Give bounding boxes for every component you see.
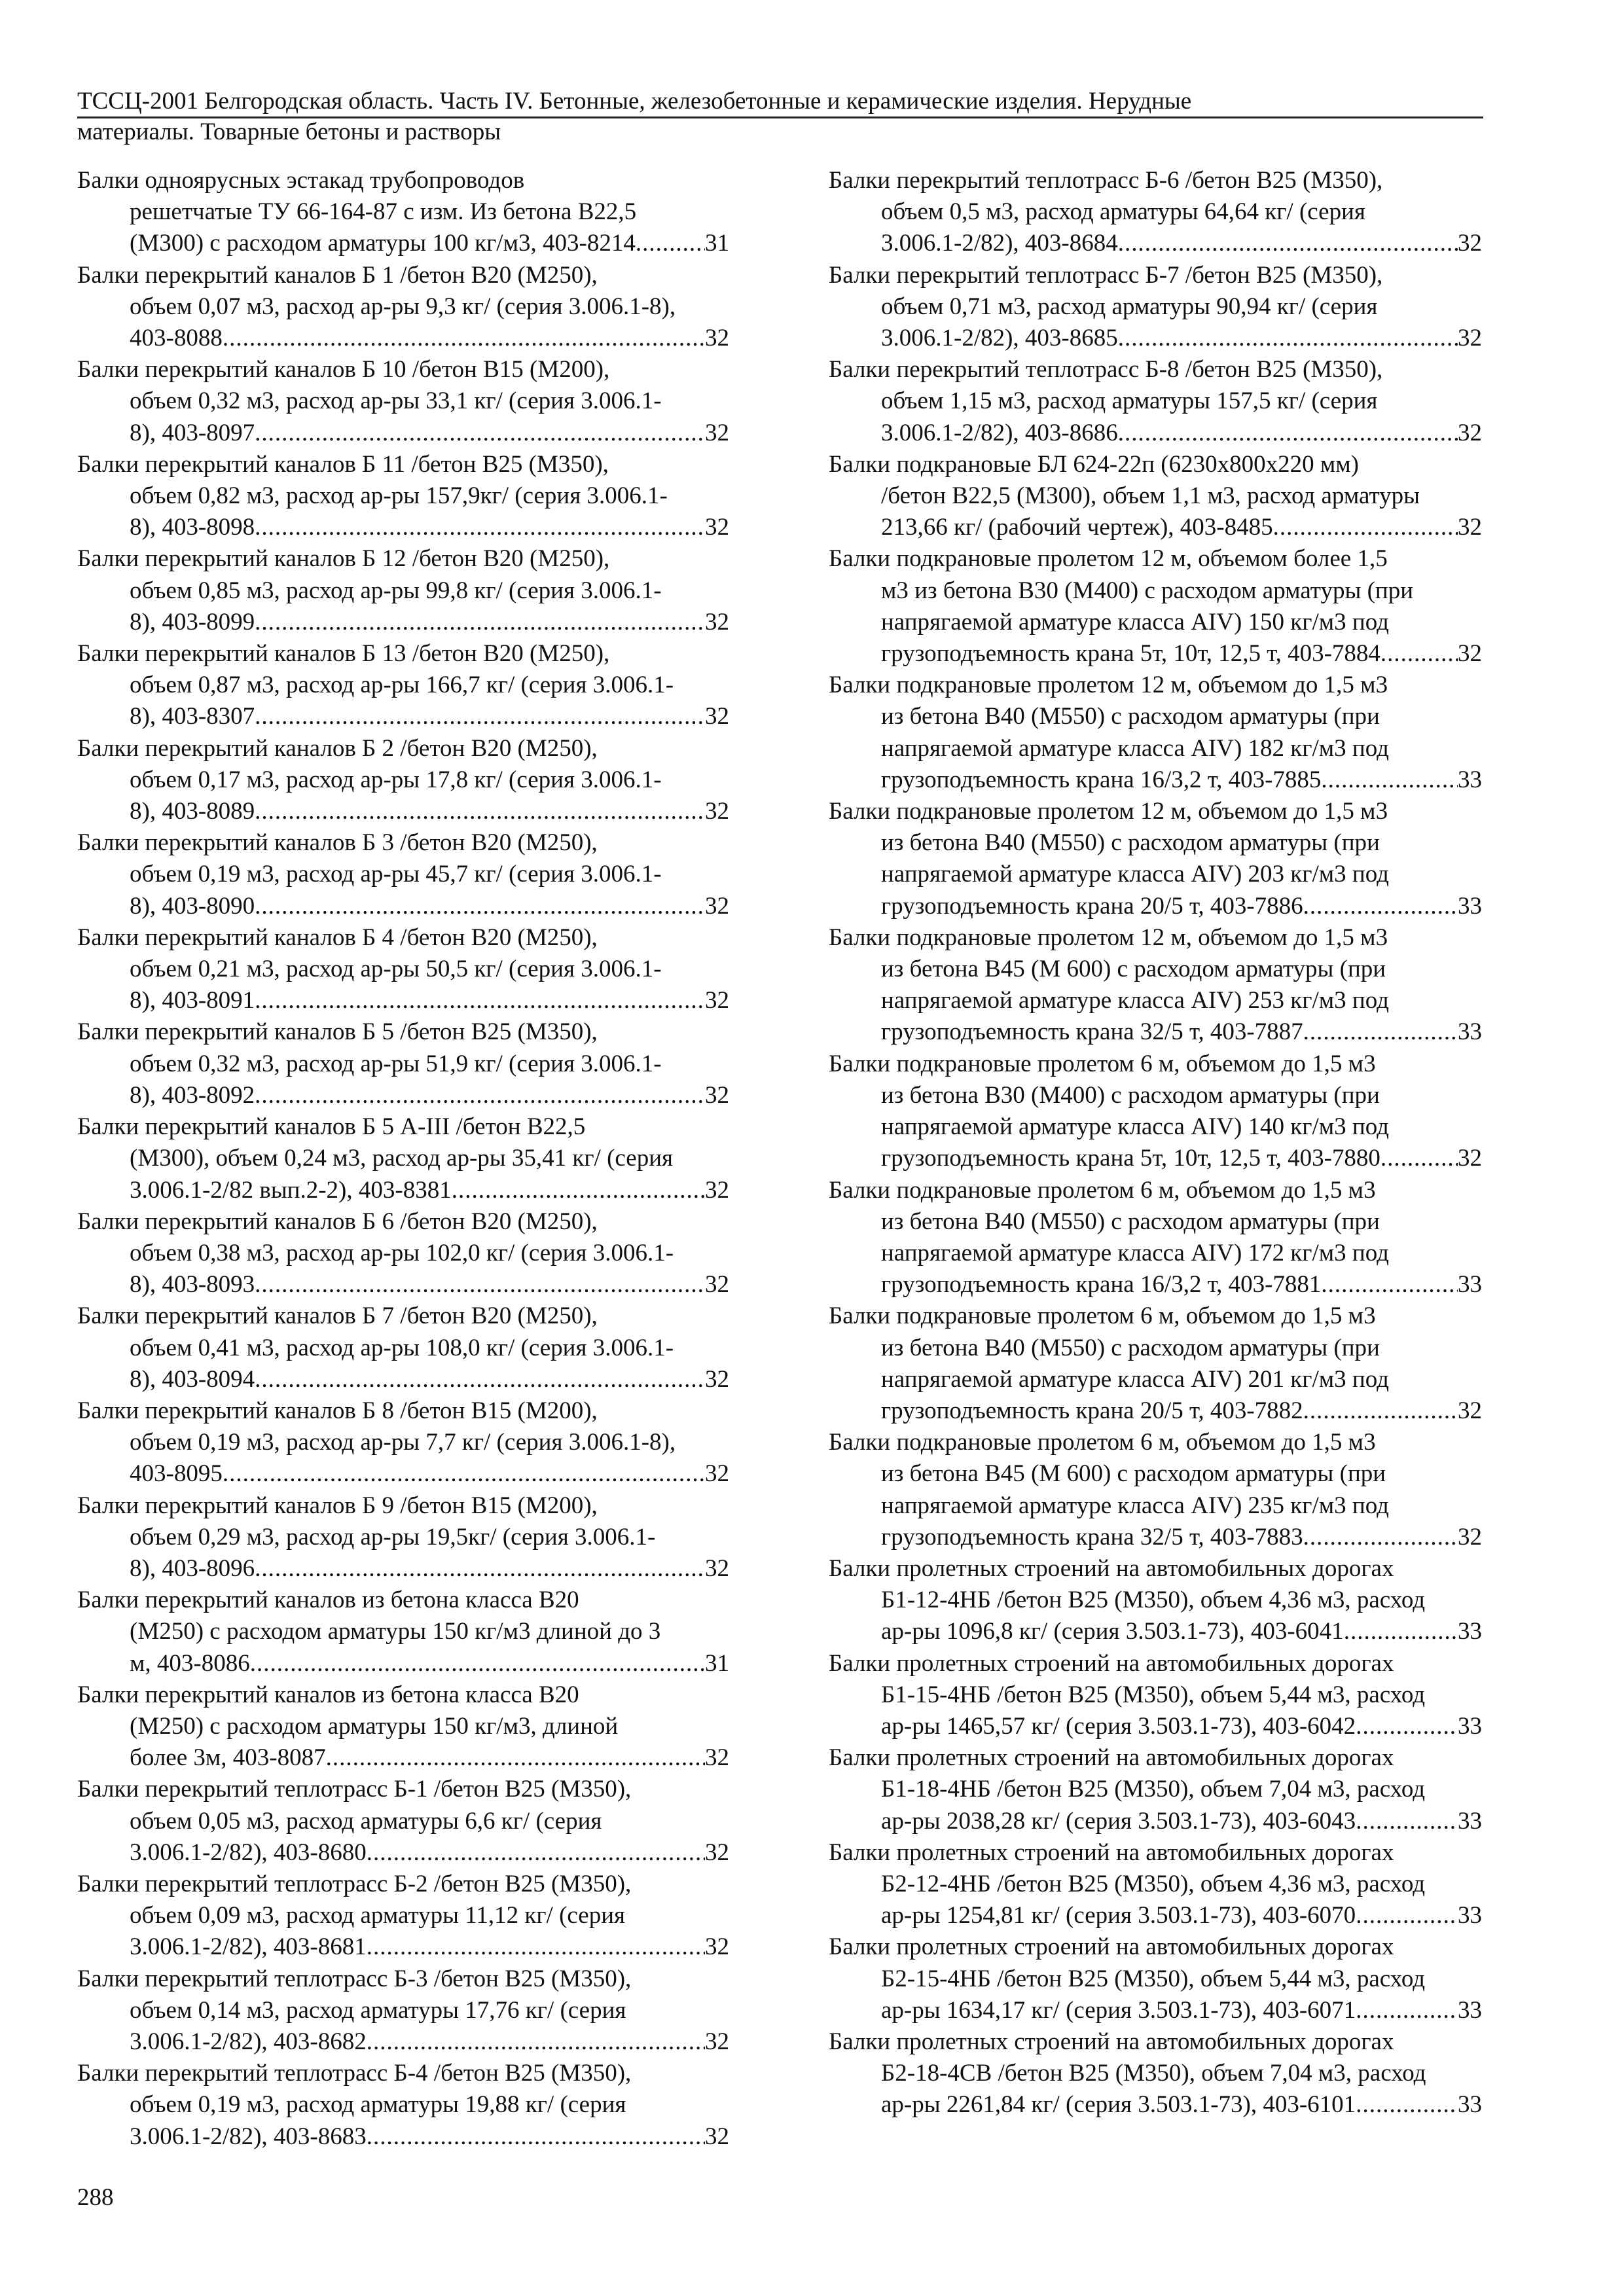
index-entry-line: Балки пролетных строений на автомобильных дорогах [829, 1933, 1394, 1961]
index-entry-line: Б2-15-4НБ /бетон В25 (М350), объем 5,44 м3, расход [881, 1965, 1426, 1992]
dot-leader [1118, 228, 1458, 259]
index-entry-line: 8), 403-8092 [130, 1081, 255, 1109]
index-entry-page: 32 [705, 1744, 729, 1772]
index-entry-line: 3.006.1-2/82), 403-8683 [130, 2123, 367, 2150]
index-entry [77, 922, 729, 1017]
dot-leader [255, 1553, 705, 1585]
dot-leader [255, 1364, 705, 1395]
index-entry-line: Балки подкрановые пролетом 12 м, объемом более 1,5 [829, 545, 1388, 573]
index-entry-line: ар-ры 1254,81 кг/ (серия 3.503.1-73), 403-6070 [881, 1902, 1356, 1929]
index-entry-page: 32 [1458, 1397, 1482, 1424]
index-entry-line: объем 0,32 м3, расход ар-ры 33,1 кг/ (серия 3.006.1- [130, 387, 662, 415]
index-entry [829, 922, 1482, 1049]
index-entry-page: 32 [1458, 514, 1482, 541]
index-entry-line: из бетона В40 (М550) с расходом арматуры (при [881, 829, 1380, 857]
index-entry-page: 33 [1458, 766, 1482, 793]
dot-leader [367, 2121, 705, 2153]
index-entry-page: 32 [705, 608, 729, 636]
index-entry [829, 165, 1482, 260]
index-entry-line: Балки перекрытий каналов Б 13 /бетон В20 (М250), [77, 640, 610, 668]
dot-leader [223, 1458, 705, 1490]
index-entry-line: 3.006.1-2/82), 403-8682 [130, 2028, 367, 2055]
index-entry-line: Б2-18-4СВ /бетон В25 (М350), объем 7,04 м3, расход [881, 2060, 1426, 2087]
index-entry-page: 32 [705, 1271, 729, 1299]
index-entry-line: из бетона В45 (М 600) с расходом арматуры (при [881, 956, 1386, 983]
index-entry-page: 32 [1458, 419, 1482, 446]
index-entry [829, 1049, 1482, 1175]
index-entry-line: объем 0,82 м3, расход ар-ры 157,9кг/ (серия 3.006.1- [130, 482, 668, 510]
index-entry [77, 1679, 729, 1774]
index-entry-line: напрягаемой арматуре класса АIV) 172 кг/м3 под [881, 1239, 1389, 1266]
index-entry [77, 733, 729, 828]
index-entry-line: м, 403-8086 [130, 1649, 250, 1677]
index-entry-line: Балки перекрытий каналов Б 4 /бетон В20 (М250), [77, 924, 598, 951]
dot-leader [255, 1080, 705, 1111]
index-entry-line: напрягаемой арматуре класса АIV) 140 кг/м3 под [881, 1113, 1389, 1141]
dot-leader [367, 2026, 705, 2058]
index-entry-page: 32 [705, 1365, 729, 1393]
index-entry-page: 32 [705, 703, 729, 730]
index-entry-line: решетчатые ТУ 66-164-87 с изм. Из бетона В22,5 [130, 198, 637, 226]
index-entry-line: 213,66 кг/ (рабочий чертеж), 403-8485 [881, 514, 1273, 541]
index-entry-line: Балки перекрытий каналов из бетона класса В20 [77, 1681, 579, 1708]
index-entry-line: Балки перекрытий каналов Б 9 /бетон В15 (М200), [77, 1492, 598, 1519]
index-entry-line: из бетона В40 (М550) с расходом арматуры (при [881, 1208, 1380, 1235]
index-entry-line: из бетона В45 (М 600) с расходом арматуры (при [881, 1460, 1386, 1488]
index-entry-line: Балки перекрытий каналов Б 5 /бетон В25 (М350), [77, 1018, 598, 1046]
index-entry-line: 3.006.1-2/82), 403-8680 [130, 1839, 367, 1866]
dot-leader [1356, 1806, 1458, 1837]
dot-leader [255, 796, 705, 827]
index-entry-line: объем 0,07 м3, расход ар-ры 9,3 кг/ (серия 3.006.1-8), [130, 293, 676, 320]
dot-leader [1303, 891, 1458, 922]
index-entry [829, 670, 1482, 796]
index-entry-line: 8), 403-8099 [130, 608, 255, 636]
index-entry [829, 260, 1482, 355]
index-entry-line: Балки перекрытий теплотрасс Б-3 /бетон В25 (М350), [77, 1965, 632, 1992]
dot-leader [1118, 323, 1458, 354]
index-entry-line: объем 0,21 м3, расход ар-ры 50,5 кг/ (серия 3.006.1- [130, 956, 662, 983]
dot-leader [1356, 1995, 1458, 2026]
index-entry-line: объем 0,5 м3, расход арматуры 64,64 кг/ (серия [881, 198, 1365, 226]
index-entry-line: Балки перекрытий каналов Б 11 /бетон В25 (М350), [77, 450, 609, 478]
index-entry-page: 33 [1458, 1807, 1482, 1835]
index-entry-page: 33 [1458, 1712, 1482, 1740]
index-entry-line: Балки перекрытий каналов Б 8 /бетон В15 (М200), [77, 1397, 598, 1424]
dot-leader [367, 1931, 705, 1963]
index-entry-page: 32 [1458, 230, 1482, 257]
dot-leader [1380, 1143, 1458, 1174]
index-entry-line: Балки подкрановые пролетом 6 м, объемом до 1,5 м3 [829, 1176, 1376, 1204]
index-entry-line: ар-ры 1465,57 кг/ (серия 3.503.1-73), 403-6042 [881, 1712, 1356, 1740]
index-entry [77, 1964, 729, 2058]
index-entry-line: Балки перекрытий теплотрасс Б-2 /бетон В25 (М350), [77, 1870, 632, 1897]
dot-leader [326, 1742, 705, 1774]
index-entry-line: ар-ры 1634,17 кг/ (серия 3.503.1-73), 403-6071 [881, 1996, 1356, 2024]
index-entry-line: 8), 403-8097 [130, 419, 255, 446]
index-entry-line: объем 0,71 м3, расход арматуры 90,94 кг/ (серия [881, 293, 1378, 320]
dot-leader [223, 323, 705, 354]
index-entry-line: ар-ры 1096,8 кг/ (серия 3.503.1-73), 403-6041 [881, 1618, 1344, 1645]
index-entry-line: 8), 403-8307 [130, 703, 255, 730]
index-entry-line: 8), 403-8091 [130, 987, 255, 1014]
index-entry-line: объем 0,85 м3, расход ар-ры 99,8 кг/ (серия 3.006.1- [130, 577, 662, 604]
index-entry-line: объем 0,19 м3, расход ар-ры 7,7 кг/ (серия 3.006.1-8), [130, 1429, 676, 1456]
index-entry [77, 1774, 729, 1869]
index-entry-line: объем 0,19 м3, расход арматуры 19,88 кг/ (серия [130, 2091, 626, 2119]
index-entry-page: 33 [1458, 1018, 1482, 1046]
index-entry-page: 33 [1458, 1996, 1482, 2024]
dot-leader [1321, 1269, 1458, 1300]
index-entry-line: Балки одноярусных эстакад трубопроводов [77, 167, 525, 194]
index-entry-line: грузоподъемность крана 32/5 т, 403-7883 [881, 1523, 1303, 1551]
dot-leader [1356, 2089, 1458, 2121]
index-entry-line: 403-8095 [130, 1460, 223, 1488]
index-entry [77, 1869, 729, 1964]
index-entry-line: ар-ры 2261,84 кг/ (серия 3.503.1-73), 403-6101 [881, 2091, 1356, 2119]
index-entry-line: Балки перекрытий каналов Б 3 /бетон В20 (М250), [77, 829, 598, 857]
index-entry [829, 1837, 1482, 1932]
index-entry [77, 1016, 729, 1111]
index-entry-line: 8), 403-8098 [130, 514, 255, 541]
index-entry-line: (М300), объем 0,24 м3, расход ар-ры 35,41 кг/ (серия [130, 1145, 674, 1172]
index-entry-line: объем 0,38 м3, расход ар-ры 102,0 кг/ (серия 3.006.1- [130, 1239, 674, 1266]
index-entry-page: 32 [705, 419, 729, 446]
dot-leader [1273, 512, 1458, 543]
index-entry-line: грузоподъемность крана 16/3,2 т, 403-7885 [881, 766, 1322, 793]
index-entry-line: объем 0,41 м3, расход ар-ры 108,0 кг/ (серия 3.006.1- [130, 1334, 674, 1361]
index-entry-line: из бетона В30 (М400) с расходом арматуры (при [881, 1081, 1380, 1109]
index-entry-line: 8), 403-8090 [130, 892, 255, 920]
index-entry-line: (М250) с расходом арматуры 150 кг/м3, длиной [130, 1712, 619, 1740]
index-entry-page: 32 [705, 2028, 729, 2055]
index-entry-line: 8), 403-8093 [130, 1271, 255, 1299]
index-entry-page: 32 [705, 798, 729, 825]
index-entry-line: Балки перекрытий теплотрасс Б-1 /бетон В25 (М350), [77, 1776, 632, 1803]
index-entry-line: 3.006.1-2/82), 403-8685 [881, 325, 1118, 352]
dot-leader [1118, 418, 1458, 449]
index-entry-line: Балки подкрановые пролетом 6 м, объемом до 1,5 м3 [829, 1050, 1376, 1077]
index-entry [77, 1490, 729, 1585]
index-entry-page: 31 [705, 230, 729, 257]
index-entry-line: Балки перекрытий теплотрасс Б-4 /бетон В25 (М350), [77, 2060, 632, 2087]
index-entry-line: 3.006.1-2/82), 403-8684 [881, 230, 1118, 257]
index-entry [829, 449, 1482, 544]
index-entry-line: объем 0,32 м3, расход ар-ры 51,9 кг/ (серия 3.006.1- [130, 1050, 662, 1077]
index-entry-line: Балки пролетных строений на автомобильных дорогах [829, 2028, 1394, 2055]
index-entry-line: объем 0,09 м3, расход арматуры 11,12 кг/ (серия [130, 1902, 626, 1929]
index-entry [77, 165, 729, 260]
index-entry [829, 1648, 1482, 1743]
dot-leader [452, 1175, 705, 1206]
index-entry-line: из бетона В40 (М550) с расходом арматуры (при [881, 703, 1380, 730]
index-entry [77, 449, 729, 544]
index-entry-page: 32 [1458, 325, 1482, 352]
index-entry-line: напрягаемой арматуре класса АIV) 253 кг/м3 под [881, 987, 1389, 1014]
index-entry-page: 32 [705, 1176, 729, 1204]
index-entry-page: 32 [705, 1554, 729, 1582]
index-entry [77, 827, 729, 922]
index-entry-line: Б1-15-4НБ /бетон В25 (М350), объем 5,44 м3, расход [881, 1681, 1426, 1708]
dot-leader [1303, 1522, 1458, 1553]
index-entry-line: Балки пролетных строений на автомобильных дорогах [829, 1744, 1394, 1772]
index-entry-page: 33 [1458, 2091, 1482, 2119]
dot-leader [1380, 638, 1458, 670]
index-entry-line: объем 0,29 м3, расход ар-ры 19,5кг/ (серия 3.006.1- [130, 1523, 656, 1551]
index-entry-line: грузоподъемность крана 16/3,2 т, 403-7881 [881, 1271, 1322, 1299]
index-entry-line: Балки перекрытий каналов из бетона класса В20 [77, 1587, 579, 1614]
index-entry-line: напрягаемой арматуре класса АIV) 235 кг/м3 под [881, 1492, 1389, 1519]
index-entry-page: 33 [1458, 892, 1482, 920]
index-entry-line: Б1-18-4НБ /бетон В25 (М350), объем 7,04 м3, расход [881, 1776, 1426, 1803]
index-entry [829, 1175, 1482, 1301]
dot-leader [255, 418, 705, 449]
index-entry [829, 1427, 1482, 1553]
dot-leader [1356, 1900, 1458, 1931]
dot-leader [255, 1269, 705, 1300]
index-column-left [77, 165, 729, 2153]
index-entry [829, 1300, 1482, 1427]
index-entry [829, 1742, 1482, 1837]
index-entry-line: 8), 403-8096 [130, 1554, 255, 1582]
dot-leader [1321, 764, 1458, 796]
index-entry-line: напрягаемой арматуре класса АIV) 203 кг/м3 под [881, 861, 1389, 888]
header-title-line2: материалы. Товарные бетоны и растворы [77, 118, 501, 145]
index-entry-line: 3.006.1-2/82), 403-8681 [130, 1933, 367, 1961]
index-entry-line: Балки перекрытий каналов Б 5 А-III /бетон В22,5 [77, 1113, 586, 1141]
index-entry [77, 1300, 729, 1395]
index-entry-page: 33 [1458, 1271, 1482, 1299]
index-entry-line: 8), 403-8089 [130, 798, 255, 825]
index-entry-line: из бетона В40 (М550) с расходом арматуры (при [881, 1334, 1380, 1361]
index-entry-page: 32 [1458, 1523, 1482, 1551]
index-entry-page: 32 [705, 1933, 729, 1961]
index-entry-line: грузоподъемность крана 32/5 т, 403-7887 [881, 1018, 1303, 1046]
index-entry-line: ар-ры 2038,28 кг/ (серия 3.503.1-73), 403-6043 [881, 1807, 1356, 1835]
index-entry-line: Балки подкрановые пролетом 12 м, объемом до 1,5 м3 [829, 924, 1388, 951]
index-entry-line: Б1-12-4НБ /бетон В25 (М350), объем 4,36 м3, расход [881, 1587, 1426, 1614]
dot-leader [255, 512, 705, 543]
index-entry-line: 8), 403-8094 [130, 1365, 255, 1393]
index-entry-line: Балки перекрытий теплотрасс Б-6 /бетон В25 (М350), [829, 167, 1383, 194]
dot-leader [636, 228, 705, 259]
dot-leader [1344, 1616, 1458, 1647]
index-entry-line: Балки перекрытий каналов Б 7 /бетон В20 (М250), [77, 1302, 598, 1330]
index-entry [829, 796, 1482, 922]
dot-leader [255, 985, 705, 1016]
index-entry-page: 32 [705, 987, 729, 1014]
index-entry [77, 2058, 729, 2153]
index-entry-page: 33 [1458, 1902, 1482, 1929]
index-entry-line: более 3м, 403-8087 [130, 1744, 326, 1772]
index-entry-page: 32 [1458, 640, 1482, 668]
index-entry [77, 1111, 729, 1206]
index-entry [829, 1931, 1482, 2026]
index-entry [829, 354, 1482, 449]
index-entry-line: объем 0,05 м3, расход арматуры 6,6 кг/ (серия [130, 1807, 602, 1835]
index-entry-line: Балки перекрытий теплотрасс Б-7 /бетон В25 (М350), [829, 261, 1383, 289]
index-entry-line: м3 из бетона В30 (М400) с расходом арматуры (при [881, 577, 1414, 604]
index-entry-page: 32 [705, 1081, 729, 1109]
index-entry [77, 1585, 729, 1679]
index-entry-line: Балки подкрановые пролетом 6 м, объемом до 1,5 м3 [829, 1302, 1376, 1330]
index-entry-line: Балки подкрановые пролетом 12 м, объемом до 1,5 м3 [829, 672, 1388, 699]
index-entry-page: 32 [705, 892, 729, 920]
index-entry-line: (М300) с расходом арматуры 100 кг/м3, 403-8214 [130, 230, 636, 257]
index-entry-page: 32 [705, 1839, 729, 1866]
index-entry-page: 32 [705, 325, 729, 352]
dot-leader [255, 891, 705, 922]
dot-leader [255, 607, 705, 638]
index-entry [829, 543, 1482, 670]
index-entry-line: Балки подкрановые пролетом 6 м, объемом до 1,5 м3 [829, 1429, 1376, 1456]
index-entry-line: 3.006.1-2/82 вып.2-2), 403-8381 [130, 1176, 452, 1204]
page-number: 288 [77, 2184, 114, 2211]
index-entry-line: Балки пролетных строений на автомобильных дорогах [829, 1839, 1394, 1866]
index-entry-line: Балки перекрытий каналов Б 6 /бетон В20 (М250), [77, 1208, 598, 1235]
dot-leader [1303, 1016, 1458, 1048]
index-entry [77, 1206, 729, 1301]
index-entry-line: объем 0,87 м3, расход ар-ры 166,7 кг/ (серия 3.006.1- [130, 672, 674, 699]
index-entry-line: объем 0,14 м3, расход арматуры 17,76 кг/ (серия [130, 1996, 626, 2024]
index-entry-page: 32 [705, 1460, 729, 1488]
dot-leader [1303, 1395, 1458, 1427]
index-entry-line: напрягаемой арматуре класса АIV) 150 кг/м3 под [881, 608, 1389, 636]
index-entry-page: 32 [1458, 1145, 1482, 1172]
index-entry-page: 32 [705, 514, 729, 541]
index-entry [829, 2026, 1482, 2121]
index-entry-line: Б2-12-4НБ /бетон В25 (М350), объем 4,36 м3, расход [881, 1870, 1426, 1897]
index-entry [77, 354, 729, 449]
header-title-line1: ТССЦ-2001 Белгородская область. Часть IV. Бетонные, железобетонные и керамические изделия. Нерудные [77, 88, 1483, 118]
running-header [77, 88, 1483, 146]
dot-leader [1356, 1711, 1458, 1742]
dot-leader [250, 1648, 705, 1679]
index-entry-page: 33 [1458, 1618, 1482, 1645]
index-entry-line: объем 0,19 м3, расход ар-ры 45,7 кг/ (серия 3.006.1- [130, 861, 662, 888]
index-entry [829, 1553, 1482, 1648]
index-entry-line: грузоподъемность крана 5т, 10т, 12,5 т, 403-7884 [881, 640, 1380, 668]
dot-leader [255, 701, 705, 732]
index-entry-line: Балки перекрытий каналов Б 2 /бетон В20 (М250), [77, 734, 598, 762]
index-entry-line: Балки пролетных строений на автомобильных дорогах [829, 1649, 1394, 1677]
index-entry-line: (М250) с расходом арматуры 150 кг/м3 длиной до 3 [130, 1618, 661, 1645]
index-entry [77, 543, 729, 638]
index-entry-line: Балки перекрытий каналов Б 12 /бетон В20 (М250), [77, 545, 610, 573]
index-entry-line: напрягаемой арматуре класса АIV) 201 кг/м3 под [881, 1365, 1389, 1393]
dot-leader [367, 1837, 705, 1869]
index-entry-line: 403-8088 [130, 325, 223, 352]
index-entry-line: Балки перекрытий теплотрасс Б-8 /бетон В25 (М350), [829, 356, 1383, 384]
index-entry-line: грузоподъемность крана 20/5 т, 403-7886 [881, 892, 1303, 920]
index-entry-line: грузоподъемность крана 20/5 т, 403-7882 [881, 1397, 1303, 1424]
index-entry-line: объем 1,15 м3, расход арматуры 157,5 кг/ (серия [881, 387, 1378, 415]
index-entry-line: Балки подкрановые БЛ 624-22п (6230х800х220 мм) [829, 450, 1360, 478]
index-entry [77, 638, 729, 733]
index-entry-line: Балки перекрытий каналов Б 10 /бетон В15 (М200), [77, 356, 610, 384]
index-entry-page: 31 [705, 1649, 729, 1677]
index-entry [77, 1395, 729, 1490]
index-entry-page: 32 [705, 2123, 729, 2150]
index-entry-line: Балки подкрановые пролетом 12 м, объемом до 1,5 м3 [829, 798, 1388, 825]
index-entry-line: 3.006.1-2/82), 403-8686 [881, 419, 1118, 446]
index-entry-line: напрягаемой арматуре класса АIV) 182 кг/м3 под [881, 734, 1389, 762]
index-entry-line: грузоподъемность крана 5т, 10т, 12,5 т, 403-7880 [881, 1145, 1380, 1172]
index-column-right [829, 165, 1482, 2121]
index-entry [77, 260, 729, 355]
index-entry-line: Балки пролетных строений на автомобильных дорогах [829, 1554, 1394, 1582]
index-entry-line: /бетон В22,5 (М300), объем 1,1 м3, расход арматуры [881, 482, 1420, 510]
index-entry-line: Балки перекрытий каналов Б 1 /бетон В20 (М250), [77, 261, 598, 289]
index-entry-line: объем 0,17 м3, расход ар-ры 17,8 кг/ (серия 3.006.1- [130, 766, 662, 793]
